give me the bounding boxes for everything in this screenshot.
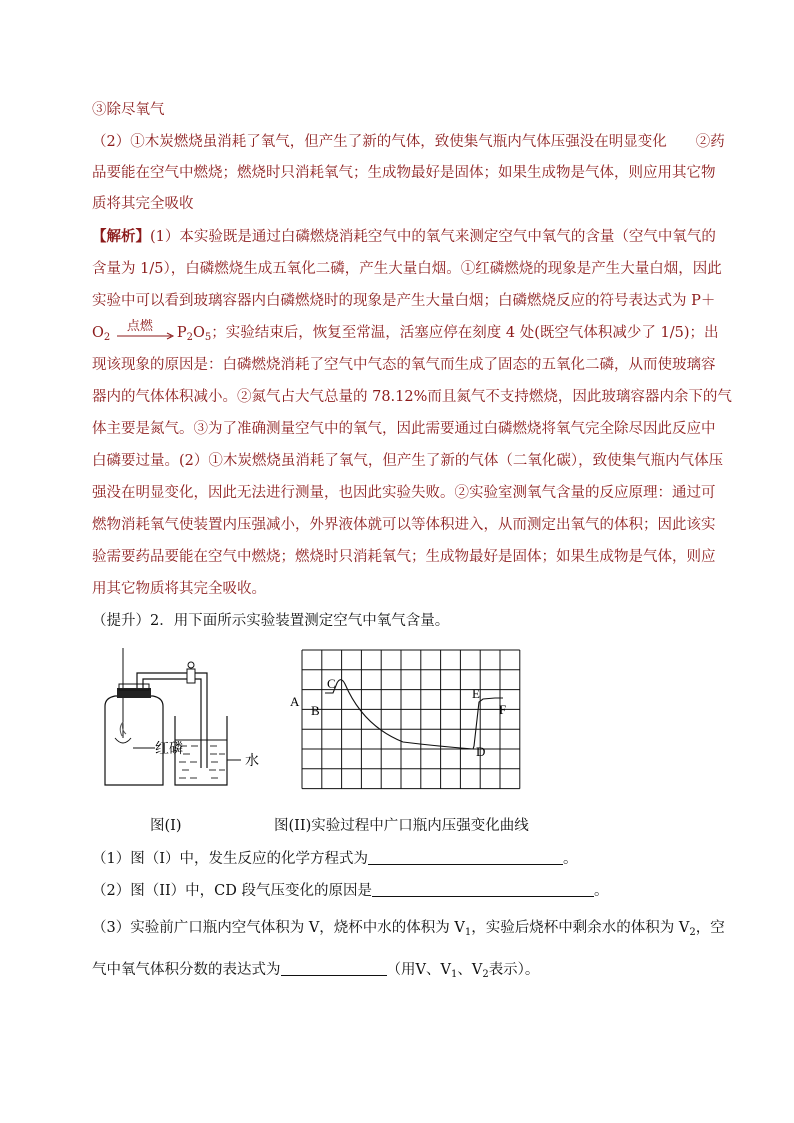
pressure-curve-figure (285, 646, 525, 796)
question-1: （1）图（I）中，发生反应的化学方程式为 。 (92, 851, 578, 867)
question-title: （提升）2．用下面所示实验装置测定空气中氧气含量。 (92, 613, 450, 629)
answer-line-3: 品要能在空气中燃烧；燃烧时只消耗氧气；生成物最好是固体；如果生成物是气体，则应用其它物 (92, 165, 716, 181)
answer-blank-1[interactable] (368, 850, 563, 865)
analysis-line-11: 验需要药品要能在空气中燃烧；燃烧时只消耗氧气；生成物最好是固体；如果生成物是气体，则应 (92, 549, 716, 565)
analysis-line-12: 用其它物质将其完全吸收。 (92, 581, 266, 597)
question-3-line-2: 气中氧气体积分数的表达式为 （用V、$V_1$、$V_2$表示）。 (92, 962, 540, 980)
apparatus-figure (95, 648, 275, 798)
analysis-tag: 【解析】 (92, 228, 150, 245)
analysis-text-4: ；实验结束后，恢复至常温，活塞应停在刻度 4 处(既空气体积减少了 1/5)；出 (211, 325, 719, 341)
analysis-line-2: 含量为 1/5），白磷燃烧生成五氧化二磷，产生大量白烟。①红磷燃烧的现象是产生大量白烟，因此 (92, 261, 722, 277)
answer-line-2: （2）①木炭燃烧虽消耗了氧气，但产生了新的气体，致使集气瓶内气体压强没在明显变化 ②药 (92, 134, 725, 150)
answer-blank-3[interactable] (281, 961, 387, 976)
analysis-line-10: 燃物消耗氧气使装置内压强减小，外界液体就可以等体积进入，从而测定出氧气的体积；因此该实 (92, 517, 716, 533)
analysis-line-6: 器内的气体体积减小。②氮气占大气总量的 78.12%而且氮气不支持燃烧，因此玻璃容器内余下的气 (92, 389, 732, 405)
analysis-text-1: (1）本实验既是通过白磷燃烧消耗空气中的氧气来测定空气中氧气的含量（空气中氧气的 (150, 229, 716, 245)
analysis-line-8: 白磷要过量。(2）①木炭燃烧虽消耗了氧气，但产生了新的气体（二氧化碳），致使集气瓶内气体压 (92, 453, 724, 469)
answer-line-4: 质将其完全吸收 (92, 196, 194, 212)
figure-2-caption: 图(II)实验过程中广口瓶内压强变化曲线 (274, 818, 529, 834)
analysis-line-3: 实验中可以看到玻璃容器内白磷燃烧时的现象是产生大量白烟；白磷燃烧反应的符号表达式为 P＋ (92, 293, 716, 309)
label-red-phosphorus: 红磷 (155, 742, 183, 757)
arrow-condition: 点燃 (126, 319, 153, 334)
label-water: 水 (245, 754, 259, 769)
reaction-arrow (115, 319, 177, 341)
point-label-d: D (476, 744, 486, 759)
point-label-f: F (499, 702, 507, 717)
analysis-line-5: 现该现象的原因是：白磷燃烧消耗了空气中气态的氧气而生成了固态的五氧化二磷，从而使玻璃容 (92, 357, 716, 373)
point-label-b: B (311, 703, 320, 718)
figure-1-caption: 图(I) (150, 818, 182, 834)
point-label-e: E (472, 686, 480, 701)
analysis-line-9: 强没在明显变化，因此无法进行测量，也因此实验失败。②实验室测氧气含量的反应原理：通过可 (92, 485, 716, 501)
analysis-line-7: 体主要是氮气。③为了准确测量空气中的氧气，因此需要通过白磷燃烧将氧气完全除尽因此反应中 (92, 421, 716, 437)
formula-o2: $O_2$ (92, 325, 111, 343)
analysis-line-4 (92, 319, 719, 348)
grid (302, 650, 520, 789)
point-label-c: C (327, 676, 336, 691)
formula-p2o5: $P_2O_5$ (176, 325, 212, 343)
question-3: （3）实验前广口瓶内空气体积为 V，烧杯中水的体积为 $V_1$，实验后烧杯中剩余水的体积为 $V_2$，空 (92, 920, 725, 938)
answer-line-1: ③除尽氧气 (92, 102, 165, 118)
analysis-line-1 (92, 227, 716, 247)
question-2: （2）图（II）中，CD 段气压变化的原因是 。 (92, 883, 609, 899)
point-label-a: A (290, 694, 300, 709)
answer-blank-2[interactable] (372, 882, 594, 897)
